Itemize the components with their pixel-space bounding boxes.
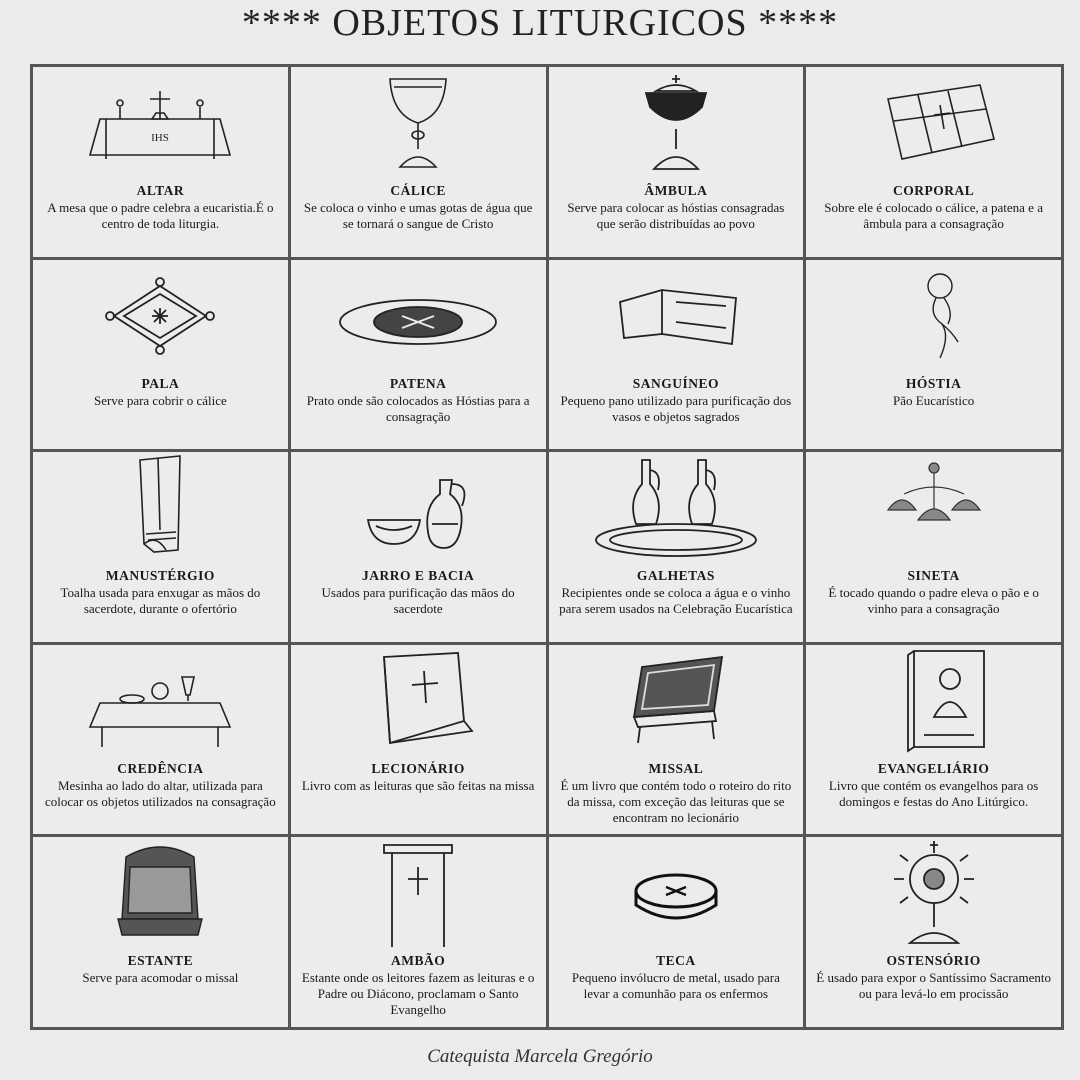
item-name: AMBÃO bbox=[391, 953, 446, 969]
item-name: HÓSTIA bbox=[905, 375, 962, 391]
jug-basin-icon bbox=[291, 452, 546, 564]
gospel-book-icon bbox=[806, 645, 1061, 757]
item-description: É usado para expor o Santíssimo Sacramento ou para levá-lo em procissão bbox=[816, 970, 1051, 1002]
item-description: Livro que contém os evangelhos para os domingos e festas do Ano Litúrgico. bbox=[828, 777, 1039, 809]
item-name: PATENA bbox=[389, 375, 447, 391]
host-icon bbox=[806, 260, 1061, 372]
item-description: Pequeno pano utilizado para purificação dos vasos e objetos sagrados bbox=[560, 392, 792, 424]
item-name: EVANGELIÁRIO bbox=[877, 760, 990, 776]
item-name: SANGUÍNEO bbox=[632, 375, 719, 391]
credence-table-icon bbox=[33, 645, 288, 757]
item-description: Sobre ele é colocado o cálice, a patena e a âmbula para a consagração bbox=[824, 200, 1043, 231]
item-description: Mesinha ao lado do altar, utilizada para colocar os objetos utilizados na consagração bbox=[45, 777, 276, 809]
corporal-icon bbox=[806, 67, 1061, 179]
bells-icon bbox=[806, 452, 1061, 564]
pall-icon bbox=[33, 260, 288, 372]
item-description: Pão Eucarístico bbox=[893, 392, 975, 408]
item-card-patena bbox=[291, 260, 546, 450]
cruets-icon bbox=[549, 452, 804, 564]
item-description: Recipientes onde se coloca a água e o vinho para serem usados na Celebração Eucarística bbox=[559, 585, 793, 617]
item-description: Serve para cobrir o cálice bbox=[93, 392, 227, 408]
item-description: Toalha usada para enxugar as mãos do sacerdote, durante o ofertório bbox=[60, 585, 261, 617]
item-card-jarro-bacia bbox=[291, 452, 546, 642]
ambo-icon bbox=[291, 837, 546, 949]
monstrance-icon bbox=[806, 837, 1061, 949]
item-description: Se coloca o vinho e umas gotas de água que se tornará o sangue de Cristo bbox=[303, 200, 533, 231]
item-name: ALTAR bbox=[136, 183, 185, 198]
item-card-manustergio bbox=[33, 452, 288, 642]
altar-icon bbox=[33, 67, 288, 179]
item-card-evangeliario bbox=[806, 645, 1061, 835]
item-card-pala bbox=[33, 260, 288, 450]
item-card-ostensorio bbox=[806, 837, 1061, 1027]
item-card-ambao bbox=[291, 837, 546, 1027]
item-card-estante bbox=[33, 837, 288, 1027]
item-name: JARRO E BACIA bbox=[361, 568, 475, 584]
book-stand-icon bbox=[33, 837, 288, 949]
item-card-sineta bbox=[806, 452, 1061, 642]
item-card-hostia bbox=[806, 260, 1061, 450]
item-card-altar bbox=[33, 67, 288, 257]
towel-icon bbox=[33, 452, 288, 564]
item-description: É um livro que contém todo o roteiro do rito da missa, com exceção das leituras que se encontram no lecionário bbox=[560, 777, 792, 825]
item-name: OSTENSÓRIO bbox=[886, 953, 981, 969]
item-description: Prato onde são colocados as Hóstias para a consagração bbox=[306, 392, 530, 424]
item-name: SINETA bbox=[907, 568, 960, 584]
item-card-ambula bbox=[549, 67, 804, 257]
item-card-missal bbox=[549, 645, 804, 835]
pyx-icon bbox=[549, 837, 804, 949]
item-name: TECA bbox=[656, 953, 696, 969]
item-name: CÁLICE bbox=[390, 183, 446, 198]
item-name: CORPORAL bbox=[893, 183, 975, 198]
item-card-teca bbox=[549, 837, 804, 1027]
missal-icon bbox=[549, 645, 804, 757]
lectionary-icon bbox=[291, 645, 546, 757]
author-credit: Catequista Marcela Gregório bbox=[427, 1046, 653, 1067]
item-description: Estante onde os leitores fazem as leituras e o Padre ou Diácono, proclamam o Santo Evangelho bbox=[301, 970, 535, 1018]
item-card-calice bbox=[291, 67, 546, 257]
chalice-icon bbox=[291, 67, 546, 179]
item-card-sanguineo bbox=[549, 260, 804, 450]
purificator-icon bbox=[549, 260, 804, 372]
page-title: **** OBJETOS LITURGICOS **** bbox=[241, 2, 839, 44]
item-description: É tocado quando o padre eleva o pão e o vinho para a consagração bbox=[828, 585, 1039, 617]
item-description: Serve para acomodar o missal bbox=[82, 970, 239, 986]
item-name: MISSAL bbox=[648, 760, 704, 776]
item-name: PALA bbox=[141, 375, 180, 391]
item-card-credencia bbox=[33, 645, 288, 835]
item-name: GALHETAS bbox=[636, 568, 715, 584]
item-name: ÂMBULA bbox=[644, 183, 708, 198]
svg-text:IHS: IHS bbox=[151, 132, 170, 144]
item-card-corporal bbox=[806, 67, 1061, 257]
item-description: Usados para purificação das mãos do sacerdote bbox=[321, 585, 515, 617]
item-name: LECIONÁRIO bbox=[371, 760, 465, 776]
item-name: MANUSTÉRGIO bbox=[105, 568, 215, 584]
item-description: Livro com as leituras que são feitas na missa bbox=[301, 777, 535, 793]
objects-grid bbox=[30, 64, 1064, 1030]
ciborium-icon bbox=[549, 67, 804, 179]
item-card-galhetas bbox=[549, 452, 804, 642]
item-description: Serve para colocar as hóstias consagradas que serão distribuídas ao povo bbox=[567, 200, 785, 231]
item-name: ESTANTE bbox=[127, 953, 194, 969]
item-description: A mesa que o padre celebra a eucaristia.É o centro de toda liturgia. bbox=[47, 200, 274, 231]
item-name: CREDÊNCIA bbox=[117, 760, 204, 776]
paten-icon bbox=[291, 260, 546, 372]
item-description: Pequeno invólucro de metal, usado para levar a comunhão para os enfermos bbox=[571, 970, 780, 1002]
item-card-lecionario bbox=[291, 645, 546, 835]
